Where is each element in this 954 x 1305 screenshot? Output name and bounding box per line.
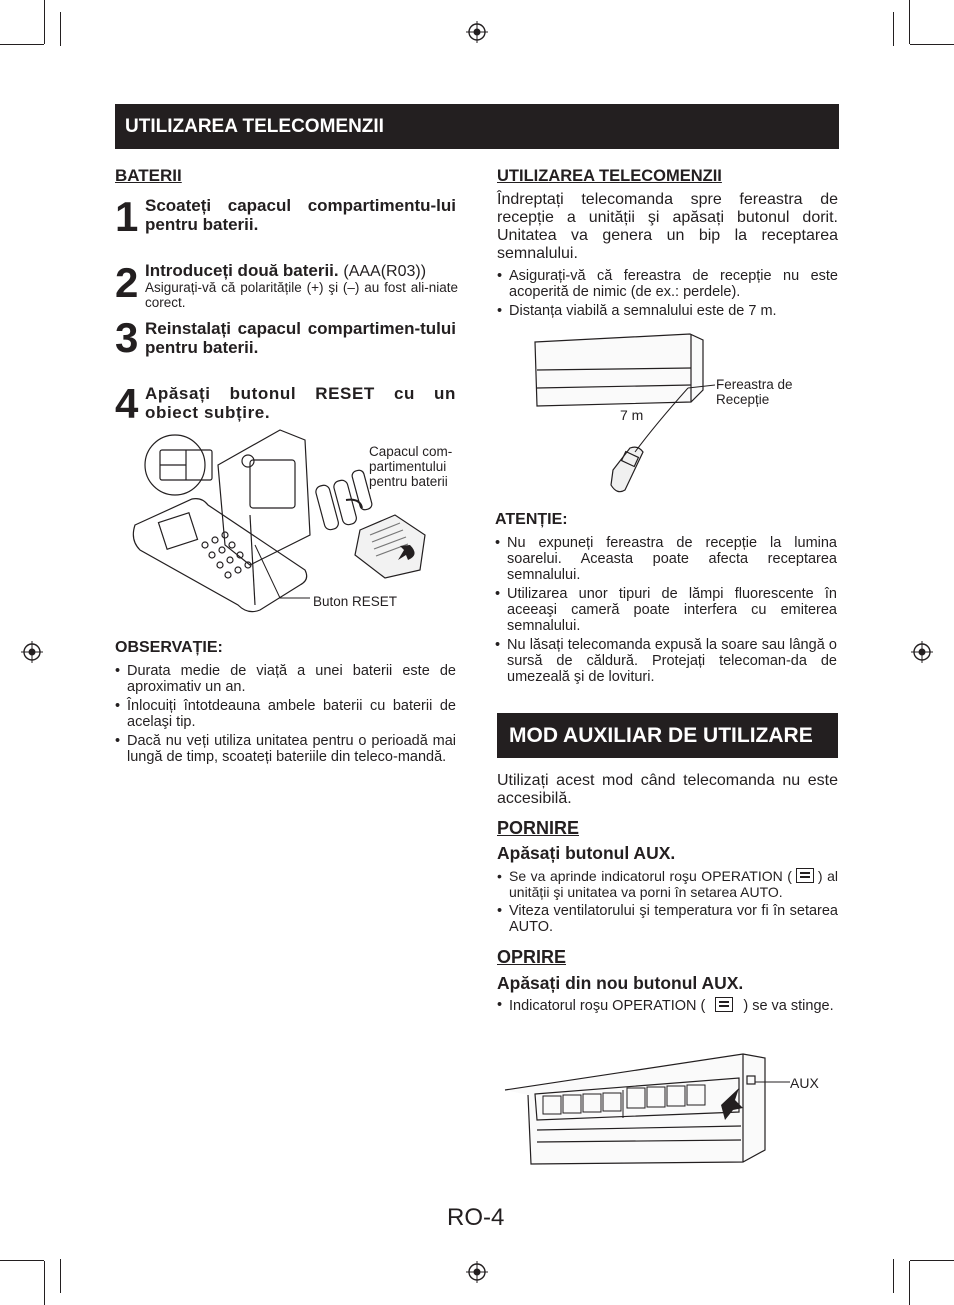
list-item-text: ) al unității şi unitatea va porni în setarea AUTO. (509, 868, 839, 900)
list-item: • Viteza ventilatorului şi temperatura vor fi în setarea AUTO. (497, 903, 838, 935)
crop-mark (60, 12, 61, 46)
step-text: Reinstalați capacul compartimen-tului pentru baterii. (145, 319, 456, 357)
list-item: • Dacă nu veți utiliza unitatea pentru o perioadă mai lungă de timp, scoateți bateriile din teleco-mandă. (115, 733, 456, 765)
aux-mode-title: MOD AUXILIAR DE UTILIZARE (497, 713, 838, 758)
batteries-heading: BATERII (115, 166, 182, 185)
registration-mark-icon (911, 641, 933, 663)
atentie-list (495, 535, 837, 688)
list-item: • Durata medie de viață a unei baterii este de aproximativ un an. (115, 663, 456, 695)
registration-mark-icon (466, 1261, 488, 1283)
list-item (497, 997, 838, 1014)
start-heading: PORNIRE (497, 818, 580, 838)
crop-mark (44, 1261, 45, 1305)
operation-indicator-icon (796, 868, 814, 883)
step-text: Apăsați butonul RESET cu un obiect subțire. (145, 384, 456, 422)
crop-mark (893, 1259, 894, 1293)
stop-heading: OPRIRE (497, 947, 567, 967)
list-item-text: ) se va stinge. (743, 998, 834, 1014)
page-number: RO-4 (447, 1204, 505, 1231)
crop-mark (44, 0, 45, 44)
crop-mark (893, 12, 894, 46)
crop-mark (909, 0, 910, 44)
list-item: • Utilizarea unor tipuri de lămpi fluorescente în aceeaşi cameră poate interfera cu emiterea semnalului. (495, 586, 837, 634)
usage-heading: UTILIZAREA TELECOMENZII (497, 167, 722, 185)
crop-mark (0, 44, 44, 45)
list-item: • Distanța viabilă a semnalului este de 7 m. (497, 303, 838, 319)
list-item-text: Indicatorul roşu OPERATION ( (509, 998, 706, 1014)
step-number: 1 (115, 193, 138, 240)
stop-action: Apăsați din nou butonul AUX. (497, 973, 744, 993)
reset-button-label: Buton RESET (313, 594, 398, 609)
reset-leader-line (250, 540, 320, 610)
list-item: • Nu expuneți fereastra de recepție la lumina soarelui. Aceasta poate afecta receptarea semnalului. (495, 535, 837, 583)
list-item (497, 868, 838, 900)
stop-list (497, 997, 838, 1017)
start-list (497, 868, 838, 938)
list-item: • Înlocuiți întotdeauna ambele baterii cu baterii de acelaşi tip. (115, 698, 456, 730)
crop-mark (909, 1261, 910, 1305)
observatie-heading: OBSERVAȚIE: (115, 639, 223, 656)
step-number: 3 (115, 314, 138, 361)
operation-indicator-icon (715, 997, 733, 1012)
aux-intro: Utilizați acest mod când telecomanda nu este accesibilă. (497, 772, 838, 807)
crop-mark (0, 1260, 44, 1261)
crop-mark (60, 1259, 61, 1293)
receiver-window-label: Fereastra de Recepție (716, 377, 793, 407)
aux-label: AUX (790, 1075, 819, 1091)
crop-mark (910, 1260, 954, 1261)
battery-cover-label: Capacul com-partimentului pentru baterii (369, 444, 453, 489)
step-number: 4 (115, 380, 138, 427)
aux-button-illustration (503, 1050, 793, 1168)
start-action: Apăsați butonul AUX. (497, 843, 676, 863)
observatie-list (115, 663, 456, 768)
step-note: Asigurați-vă că polaritățile (+) şi (–) au fost ali-niate corect. (145, 280, 458, 310)
step-text: Scoateți capacul compartimentu-lui pentru baterii. (145, 196, 456, 234)
step-text-main: Introduceți două baterii. (145, 261, 339, 280)
section-title: UTILIZAREA TELECOMENZII (115, 104, 839, 149)
distance-label: 7 m (620, 407, 644, 423)
registration-mark-icon (466, 21, 488, 43)
crop-mark (910, 44, 954, 45)
step-text (145, 261, 460, 281)
list-item-text: Se va aprinde indicatorul roşu OPERATION ( (509, 868, 792, 884)
list-item: • Asigurați-vă că fereastra de recepție nu este acoperită de nimic (de ex.: perdele). (497, 268, 838, 300)
registration-mark-icon (21, 641, 43, 663)
list-item: • Nu lăsați telecomanda expusă la soare sau lângă o sursă de căldură. Protejați telecoman-da de umezeală şi de lovituri. (495, 637, 837, 685)
usage-text: Îndreptați telecomanda spre fereastra de recepție a unității şi apăsați butonul dorit. Unitatea va genera un bip la receptarea semnalului. (497, 191, 838, 262)
step-number: 2 (115, 259, 138, 306)
battery-type: (AAA(R03)) (343, 263, 427, 280)
atentie-heading: ATENȚIE: (495, 511, 568, 528)
usage-list (497, 268, 838, 322)
